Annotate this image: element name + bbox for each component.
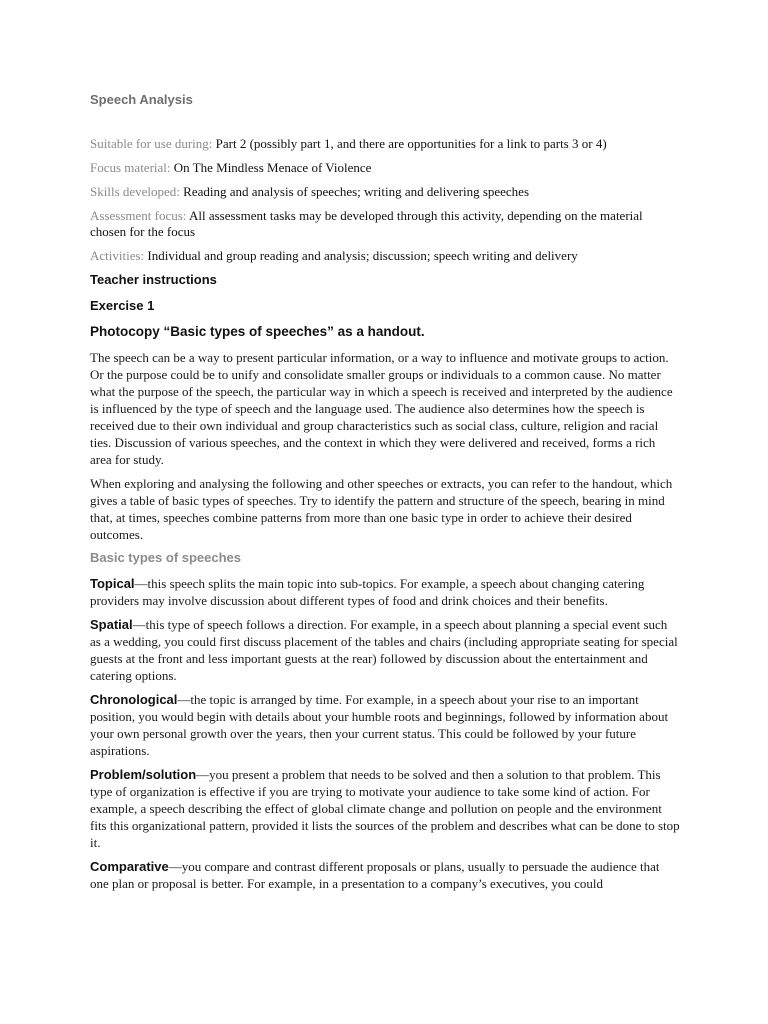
teacher-instructions-heading: Teacher instructions xyxy=(90,272,217,287)
handout-heading: Photocopy “Basic types of speeches” as a handout. xyxy=(90,324,425,339)
type-comparative xyxy=(90,858,680,892)
meta-activities xyxy=(90,248,680,264)
meta-label: Suitable for use during: xyxy=(90,136,213,151)
meta-value: All assessment tasks may be developed through this activity, depending on the material chosen for the focus xyxy=(90,208,643,239)
meta-label: Activities: xyxy=(90,248,145,263)
type-chronological xyxy=(90,691,680,759)
meta-skills xyxy=(90,184,680,200)
meta-label: Assessment focus: xyxy=(90,208,187,223)
intro-paragraph: The speech can be a way to present particular information, or a way to influence and motivate groups to action. Or the purpose could be to unify and consolidate smaller groups or individuals to a common cause. No matter what the purpose of the speech, the particular way in which a speech is received and interpreted by the audience is influenced by the type of speech and the language used. The audience also determines how the speech is received due to their own individual and group characteristics such as social class, culture, religion and racial ties. Discussion of various speeches, and the context in which they were delivered and received, forms a rich area for study. xyxy=(90,350,673,467)
type-term: Topical xyxy=(90,576,135,591)
meta-value: Individual and group reading and analysis; discussion; speech writing and delivery xyxy=(144,248,578,263)
meta-label: Focus material: xyxy=(90,160,171,175)
meta-value: Reading and analysis of speeches; writing and delivering speeches xyxy=(179,184,530,199)
type-term: Chronological xyxy=(90,692,178,707)
type-description: —the topic is arranged by time. For example, in a speech about your rise to an important position, you would begin with details about your humble roots and beginnings, followed by information about your own personal growth over the years, then your current status. This could be followed by your future aspirations. xyxy=(90,692,669,758)
document-content xyxy=(90,90,680,899)
type-description: —this type of speech follows a direction. For example, in a speech about planning a special event such as a wedding, you could first discuss placement of the tables and chairs (including appropriate seating for special guests at the front and less important guests at the rear) followed by discussion about the entertainment and catering options. xyxy=(90,617,678,683)
meta-value: Part 2 (possibly part 1, and there are opportunities for a link to parts 3 or 4) xyxy=(212,136,607,151)
type-term: Spatial xyxy=(90,617,133,632)
type-term: Problem/solution xyxy=(90,767,197,782)
type-description: —this speech splits the main topic into sub-topics. For example, a speech about changing catering providers may involve discussion about different types of food and drink choices and their benefits. xyxy=(90,576,645,608)
type-spatial xyxy=(90,616,680,684)
exercise-heading: Exercise 1 xyxy=(90,298,155,313)
meta-focus-material xyxy=(90,160,680,176)
type-description: —you compare and contrast different proposals or plans, usually to persuade the audience that one plan or proposal is better. For example, in a presentation to a company’s executives, you could xyxy=(90,859,660,891)
type-description: —you present a problem that needs to be solved and then a solution to that problem. This type of organization is effective if you are trying to motivate your audience to take some kind of action. For example, a speech describing the effect of global climate change and pollution on people and the environment fits this organizational pattern, provided it lists the sources of the problem and describes what can be done to stop it. xyxy=(90,767,680,850)
type-topical xyxy=(90,575,680,609)
document-title: Speech Analysis xyxy=(90,92,193,107)
meta-label: Skills developed: xyxy=(90,184,180,199)
basic-types-heading: Basic types of speeches xyxy=(90,550,242,565)
meta-assessment xyxy=(90,208,680,240)
type-problem-solution xyxy=(90,766,680,851)
meta-suitable xyxy=(90,136,680,152)
meta-value: On The Mindless Menace of Violence xyxy=(170,160,372,175)
analysis-paragraph: When exploring and analysing the following and other speeches or extracts, you can refer to the handout, which gives a table of basic types of speeches. Try to identify the pattern and structure of the speech, bearing in mind that, at times, speeches combine patterns from more than one basic type in order to achieve their desired outcomes. xyxy=(90,476,673,542)
type-term: Comparative xyxy=(90,859,169,874)
